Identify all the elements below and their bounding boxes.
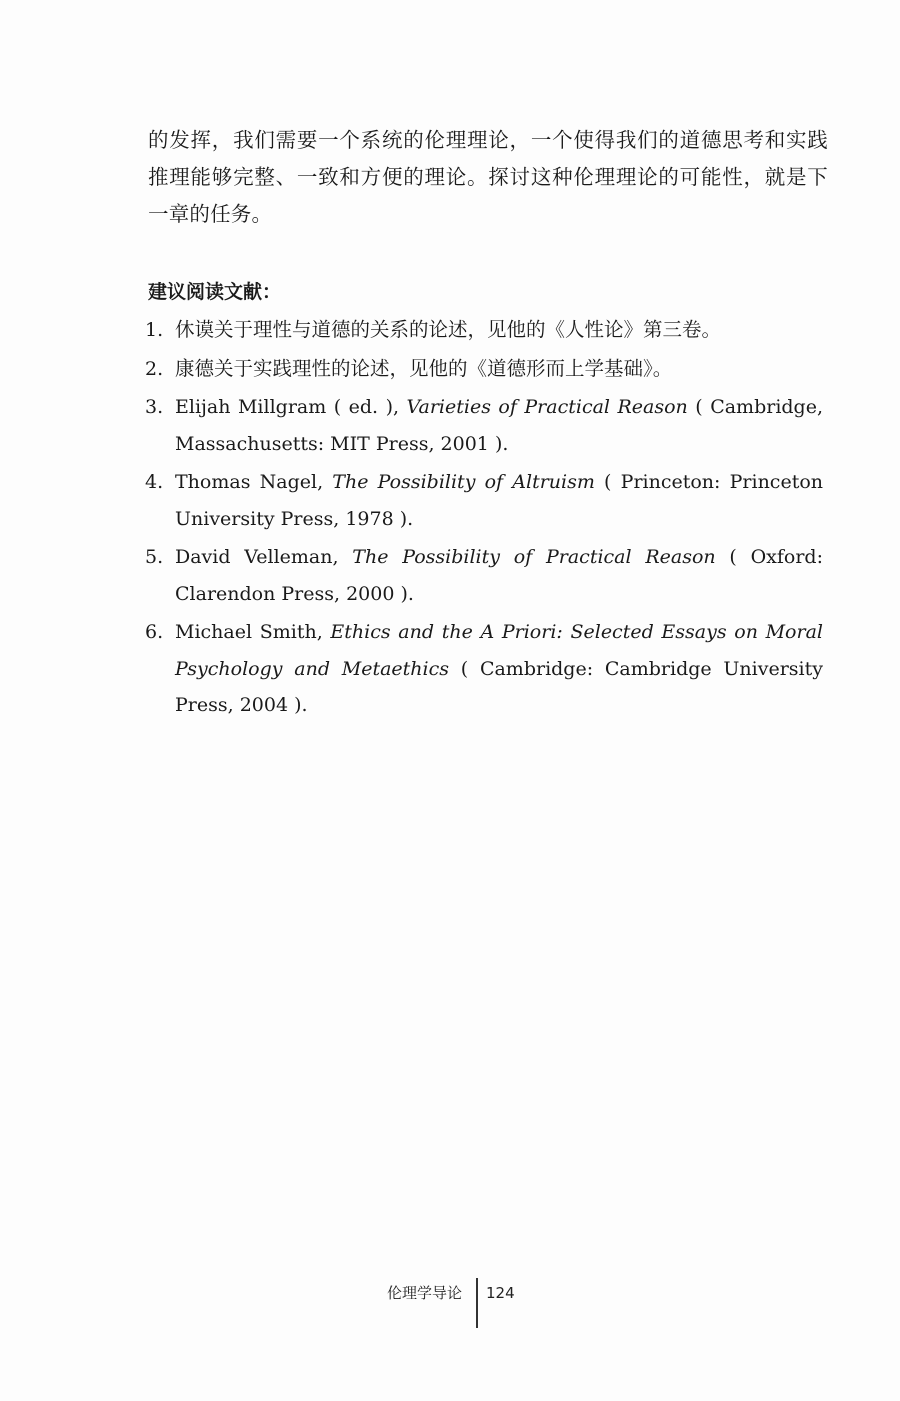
reference-number: 5. [145,546,164,568]
reference-item-3 [145,389,823,462]
reference-title: Varieties of Practical Reason [406,396,688,418]
reference-number: 4. [145,471,164,493]
reference-title: The Possibility of Practical Reason [352,546,716,568]
reference-number: 1. [145,319,164,341]
reference-title: The Possibility of Altruism [332,471,595,493]
page-number: 124 [486,1284,515,1302]
reference-publication: ( Cambridge: Cambridge University Press, 2004 ). [175,657,823,716]
reference-title: Ethics and the A Priori: Selected Essays on Moral Psychology and Metaethics [175,621,823,680]
reference-item-2 [145,351,823,388]
reference-item-4 [145,464,823,537]
reference-number: 3. [145,396,164,418]
body-paragraph: 的发挥，我们需要一个系统的伦理理论，一个使得我们的道德思考和实践推理能够完整、一致和方便的理论。探讨这种伦理理论的可能性，就是下一章的任务。 [148,128,828,226]
reference-text: 康德关于实践理性的论述，见他的《道德形而上学基础》。 [175,356,673,380]
reference-author: Elijah Millgram ( ed. ), [175,396,407,418]
further-reading-heading: 建议阅读文献： [148,281,282,303]
reference-text [175,464,823,537]
reference-number: 6. [145,621,164,643]
reference-item-6 [145,614,823,724]
reference-publication: ( Oxford: Clarendon Press, 2000 ). [175,546,823,605]
reference-text [175,389,823,462]
reference-text [175,614,823,724]
page-footer [0,1278,900,1334]
reference-publication: ( Princeton: Princeton University Press, 1978 ). [175,471,823,530]
reference-author: Thomas Nagel, [175,471,333,493]
reference-author: David Velleman, [175,546,353,568]
reference-author: Michael Smith, [175,621,331,643]
footer-divider [476,1278,478,1328]
reference-item-5 [145,539,823,612]
running-book-title: 伦理学导论 [386,1284,462,1302]
reference-number: 2. [145,357,164,380]
reference-text: 休谟关于理性与道德的关系的论述，见他的《人性论》第三卷。 [175,318,722,341]
reference-publication: ( Cambridge, Massachusetts: MIT Press, 2001 ). [175,396,824,455]
reference-text [175,539,823,612]
reference-item-1 [145,312,823,349]
reference-list [145,312,823,726]
